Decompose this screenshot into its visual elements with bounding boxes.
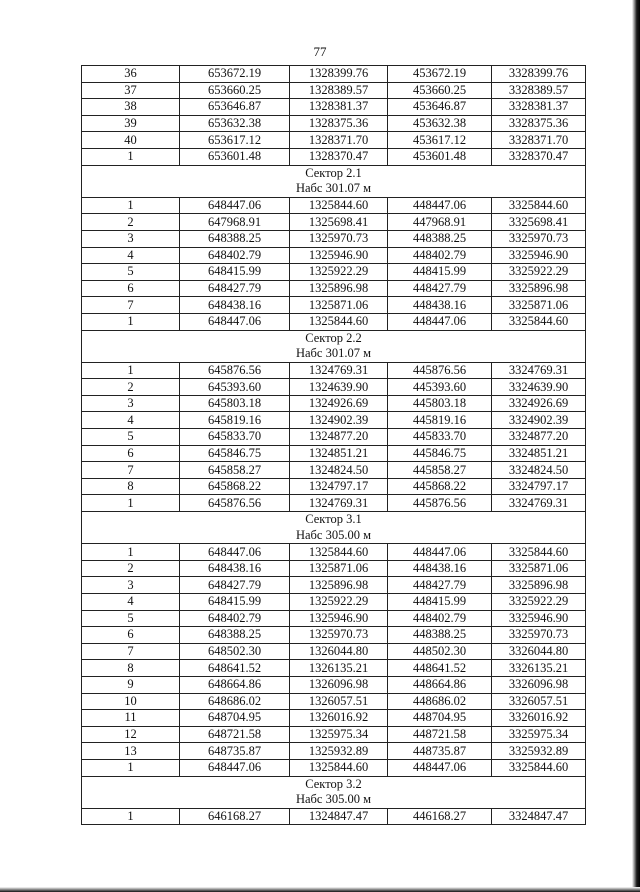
cell-x2: 445819.16 — [388, 412, 492, 429]
table-row — [82, 395, 586, 412]
cell-point-number: 3 — [82, 230, 180, 247]
cell-y2: 3325946.90 — [492, 247, 586, 264]
cell-x1: 653601.48 — [180, 148, 290, 165]
table-row — [82, 495, 586, 512]
cell-point-number: 37 — [82, 82, 180, 99]
table-row — [82, 560, 586, 577]
cell-x2: 448721.58 — [388, 726, 492, 743]
cell-y2: 3328371.70 — [492, 132, 586, 149]
cell-y1: 1324639.90 — [290, 379, 388, 396]
cell-x1: 645876.56 — [180, 495, 290, 512]
cell-y2: 3326016.92 — [492, 710, 586, 727]
cell-x1: 648402.79 — [180, 610, 290, 627]
cell-y2: 3328370.47 — [492, 148, 586, 165]
cell-y2: 3325922.29 — [492, 264, 586, 281]
cell-y1: 1324769.31 — [290, 362, 388, 379]
cell-x1: 648502.30 — [180, 643, 290, 660]
cell-y2: 3324769.31 — [492, 495, 586, 512]
cell-y2: 3325871.06 — [492, 560, 586, 577]
cell-y1: 1325844.60 — [290, 313, 388, 330]
cell-y2: 3325932.89 — [492, 743, 586, 760]
cell-x2: 445393.60 — [388, 379, 492, 396]
cell-x1: 648438.16 — [180, 560, 290, 577]
cell-x2: 445858.27 — [388, 462, 492, 479]
cell-x2: 453632.38 — [388, 115, 492, 132]
cell-x2: 448447.06 — [388, 759, 492, 776]
cell-x1: 645393.60 — [180, 379, 290, 396]
table-row — [82, 660, 586, 677]
cell-x2: 448427.79 — [388, 280, 492, 297]
table-row — [82, 264, 586, 281]
cell-x1: 645858.27 — [180, 462, 290, 479]
cell-y2: 3326057.51 — [492, 693, 586, 710]
cell-y1: 1324902.39 — [290, 412, 388, 429]
cell-x1: 645876.56 — [180, 362, 290, 379]
cell-point-number: 7 — [82, 297, 180, 314]
cell-y2: 3326135.21 — [492, 660, 586, 677]
cell-point-number: 5 — [82, 264, 180, 281]
cell-point-number: 1 — [82, 148, 180, 165]
cell-y2: 3325896.98 — [492, 280, 586, 297]
cell-y1: 1328399.76 — [290, 66, 388, 83]
cell-x2: 448438.16 — [388, 297, 492, 314]
cell-x1: 648447.06 — [180, 197, 290, 214]
table-row — [82, 643, 586, 660]
table-row — [82, 148, 586, 165]
cell-y1: 1325932.89 — [290, 743, 388, 760]
cell-y2: 3325844.60 — [492, 759, 586, 776]
table-row — [82, 743, 586, 760]
cell-y2: 3326096.98 — [492, 676, 586, 693]
cell-x1: 653672.19 — [180, 66, 290, 83]
cell-x2: 448415.99 — [388, 264, 492, 281]
cell-x2: 453601.48 — [388, 148, 492, 165]
cell-y1: 1325844.60 — [290, 197, 388, 214]
cell-y1: 1328371.70 — [290, 132, 388, 149]
cell-point-number: 40 — [82, 132, 180, 149]
cell-x1: 648415.99 — [180, 264, 290, 281]
cell-y1: 1326096.98 — [290, 676, 388, 693]
table-row — [82, 462, 586, 479]
cell-x2: 453672.19 — [388, 66, 492, 83]
cell-y2: 3325844.60 — [492, 197, 586, 214]
table-row — [82, 759, 586, 776]
cell-point-number: 1 — [82, 759, 180, 776]
table-row — [82, 577, 586, 594]
cell-y2: 3324851.21 — [492, 445, 586, 462]
table-row — [82, 726, 586, 743]
table-row — [82, 82, 586, 99]
cell-y2: 3325922.29 — [492, 594, 586, 611]
table-row — [82, 693, 586, 710]
sector-title-row — [82, 330, 586, 346]
cell-y1: 1325922.29 — [290, 594, 388, 611]
table-row — [82, 445, 586, 462]
cell-point-number: 4 — [82, 594, 180, 611]
cell-x1: 653660.25 — [180, 82, 290, 99]
cell-point-number: 1 — [82, 495, 180, 512]
cell-x2: 448664.86 — [388, 676, 492, 693]
table-row — [82, 313, 586, 330]
cell-y1: 1325844.60 — [290, 759, 388, 776]
sector-habs: Набс 301.07 м — [82, 346, 586, 362]
cell-x1: 653646.87 — [180, 99, 290, 116]
table-row — [82, 297, 586, 314]
cell-y1: 1325871.06 — [290, 297, 388, 314]
cell-point-number: 1 — [82, 808, 180, 825]
cell-point-number: 36 — [82, 66, 180, 83]
sector-habs-row — [82, 792, 586, 808]
cell-x1: 645833.70 — [180, 429, 290, 446]
table-row — [82, 230, 586, 247]
cell-y2: 3324847.47 — [492, 808, 586, 825]
table-row — [82, 594, 586, 611]
cell-y2: 3324926.69 — [492, 395, 586, 412]
cell-y1: 1324926.69 — [290, 395, 388, 412]
cell-y2: 3324902.39 — [492, 412, 586, 429]
sector-title: Сектор 3.1 — [82, 512, 586, 528]
cell-x1: 648427.79 — [180, 280, 290, 297]
cell-x1: 645868.22 — [180, 478, 290, 495]
table-row — [82, 362, 586, 379]
cell-y1: 1325922.29 — [290, 264, 388, 281]
cell-x1: 646168.27 — [180, 808, 290, 825]
cell-y1: 1324824.50 — [290, 462, 388, 479]
cell-point-number: 1 — [82, 362, 180, 379]
cell-x2: 448686.02 — [388, 693, 492, 710]
cell-y2: 3325946.90 — [492, 610, 586, 627]
cell-x1: 648664.86 — [180, 676, 290, 693]
cell-point-number: 11 — [82, 710, 180, 727]
coordinates-table-body — [82, 66, 586, 825]
cell-x1: 648721.58 — [180, 726, 290, 743]
cell-y2: 3325698.41 — [492, 214, 586, 231]
cell-x2: 445868.22 — [388, 478, 492, 495]
cell-y1: 1325844.60 — [290, 544, 388, 561]
cell-x1: 645819.16 — [180, 412, 290, 429]
cell-x2: 448447.06 — [388, 544, 492, 561]
table-row — [82, 379, 586, 396]
cell-y1: 1325896.98 — [290, 577, 388, 594]
table-row — [82, 99, 586, 116]
cell-x2: 448402.79 — [388, 247, 492, 264]
sector-habs: Набс 305.00 м — [82, 528, 586, 544]
cell-y1: 1328375.36 — [290, 115, 388, 132]
cell-y2: 3324824.50 — [492, 462, 586, 479]
cell-y1: 1326057.51 — [290, 693, 388, 710]
cell-point-number: 39 — [82, 115, 180, 132]
table-row — [82, 247, 586, 264]
cell-x2: 448447.06 — [388, 313, 492, 330]
cell-point-number: 8 — [82, 660, 180, 677]
cell-point-number: 4 — [82, 412, 180, 429]
cell-x2: 448438.16 — [388, 560, 492, 577]
sector-title-row — [82, 776, 586, 792]
cell-y2: 3325896.98 — [492, 577, 586, 594]
cell-point-number: 3 — [82, 577, 180, 594]
cell-point-number: 1 — [82, 544, 180, 561]
cell-y2: 3325844.60 — [492, 313, 586, 330]
sector-title-row — [82, 512, 586, 528]
cell-x2: 453660.25 — [388, 82, 492, 99]
cell-x1: 648735.87 — [180, 743, 290, 760]
cell-y2: 3324769.31 — [492, 362, 586, 379]
cell-point-number: 1 — [82, 313, 180, 330]
cell-x2: 448402.79 — [388, 610, 492, 627]
table-row — [82, 132, 586, 149]
cell-y1: 1325970.73 — [290, 230, 388, 247]
cell-point-number: 7 — [82, 643, 180, 660]
cell-point-number: 6 — [82, 280, 180, 297]
cell-x2: 448735.87 — [388, 743, 492, 760]
table-row — [82, 280, 586, 297]
cell-y1: 1325975.34 — [290, 726, 388, 743]
sector-habs: Набс 305.00 м — [82, 792, 586, 808]
cell-x1: 647968.91 — [180, 214, 290, 231]
cell-y1: 1324851.21 — [290, 445, 388, 462]
cell-x1: 648704.95 — [180, 710, 290, 727]
cell-x1: 648641.52 — [180, 660, 290, 677]
cell-y2: 3328399.76 — [492, 66, 586, 83]
cell-x1: 648427.79 — [180, 577, 290, 594]
cell-point-number: 8 — [82, 478, 180, 495]
cell-y1: 1325970.73 — [290, 627, 388, 644]
cell-x2: 448704.95 — [388, 710, 492, 727]
cell-point-number: 7 — [82, 462, 180, 479]
cell-point-number: 5 — [82, 610, 180, 627]
cell-y1: 1324877.20 — [290, 429, 388, 446]
cell-x2: 445846.75 — [388, 445, 492, 462]
cell-y1: 1326135.21 — [290, 660, 388, 677]
cell-y2: 3328389.57 — [492, 82, 586, 99]
cell-x2: 448502.30 — [388, 643, 492, 660]
cell-x2: 448388.25 — [388, 230, 492, 247]
cell-y1: 1325698.41 — [290, 214, 388, 231]
cell-x1: 648415.99 — [180, 594, 290, 611]
cell-y1: 1326016.92 — [290, 710, 388, 727]
cell-y1: 1328389.57 — [290, 82, 388, 99]
cell-y2: 3324877.20 — [492, 429, 586, 446]
cell-point-number: 6 — [82, 627, 180, 644]
cell-y1: 1328381.37 — [290, 99, 388, 116]
sector-habs-row — [82, 528, 586, 544]
cell-y1: 1324797.17 — [290, 478, 388, 495]
cell-y2: 3328375.36 — [492, 115, 586, 132]
cell-point-number: 1 — [82, 197, 180, 214]
cell-point-number: 2 — [82, 379, 180, 396]
cell-y2: 3325970.73 — [492, 627, 586, 644]
cell-y1: 1324847.47 — [290, 808, 388, 825]
table-row — [82, 808, 586, 825]
cell-x2: 445833.70 — [388, 429, 492, 446]
cell-x2: 448447.06 — [388, 197, 492, 214]
table-row — [82, 676, 586, 693]
sector-title-row — [82, 165, 586, 181]
sector-title: Сектор 3.2 — [82, 776, 586, 792]
cell-x1: 648447.06 — [180, 544, 290, 561]
cell-x1: 648388.25 — [180, 230, 290, 247]
cell-y2: 3326044.80 — [492, 643, 586, 660]
cell-x1: 653632.38 — [180, 115, 290, 132]
cell-x1: 648388.25 — [180, 627, 290, 644]
sector-habs-row — [82, 346, 586, 362]
cell-y2: 3325844.60 — [492, 544, 586, 561]
table-row — [82, 478, 586, 495]
cell-x1: 648402.79 — [180, 247, 290, 264]
cell-x2: 453617.12 — [388, 132, 492, 149]
cell-point-number: 12 — [82, 726, 180, 743]
cell-point-number: 3 — [82, 395, 180, 412]
table-row — [82, 214, 586, 231]
cell-y2: 3324797.17 — [492, 478, 586, 495]
cell-point-number: 38 — [82, 99, 180, 116]
table-row — [82, 544, 586, 561]
cell-y2: 3325871.06 — [492, 297, 586, 314]
cell-x2: 448641.52 — [388, 660, 492, 677]
cell-y2: 3325975.34 — [492, 726, 586, 743]
table-row — [82, 429, 586, 446]
cell-y1: 1325946.90 — [290, 247, 388, 264]
table-row — [82, 610, 586, 627]
cell-point-number: 2 — [82, 560, 180, 577]
cell-x2: 448427.79 — [388, 577, 492, 594]
cell-x2: 453646.87 — [388, 99, 492, 116]
cell-y1: 1325946.90 — [290, 610, 388, 627]
cell-point-number: 9 — [82, 676, 180, 693]
scan-edge-bottom — [0, 887, 640, 892]
cell-point-number: 6 — [82, 445, 180, 462]
sector-habs: Набс 301.07 м — [82, 181, 586, 197]
cell-y2: 3324639.90 — [492, 379, 586, 396]
cell-y1: 1324769.31 — [290, 495, 388, 512]
table-row — [82, 197, 586, 214]
cell-point-number: 2 — [82, 214, 180, 231]
cell-x1: 648447.06 — [180, 313, 290, 330]
cell-x2: 445876.56 — [388, 495, 492, 512]
cell-x1: 648438.16 — [180, 297, 290, 314]
sector-title: Сектор 2.2 — [82, 330, 586, 346]
cell-point-number: 5 — [82, 429, 180, 446]
table-row — [82, 710, 586, 727]
cell-y1: 1325871.06 — [290, 560, 388, 577]
page-number: 77 — [313, 44, 327, 59]
cell-x1: 645846.75 — [180, 445, 290, 462]
cell-y1: 1326044.80 — [290, 643, 388, 660]
cell-x1: 648686.02 — [180, 693, 290, 710]
cell-y1: 1328370.47 — [290, 148, 388, 165]
sector-habs-row — [82, 181, 586, 197]
cell-y2: 3328381.37 — [492, 99, 586, 116]
cell-x1: 653617.12 — [180, 132, 290, 149]
cell-y2: 3325970.73 — [492, 230, 586, 247]
cell-point-number: 4 — [82, 247, 180, 264]
coordinates-table — [81, 65, 586, 825]
cell-y1: 1325896.98 — [290, 280, 388, 297]
cell-x2: 448415.99 — [388, 594, 492, 611]
cell-x2: 445803.18 — [388, 395, 492, 412]
cell-x2: 445876.56 — [388, 362, 492, 379]
cell-point-number: 10 — [82, 693, 180, 710]
table-row — [82, 115, 586, 132]
cell-x1: 648447.06 — [180, 759, 290, 776]
cell-x2: 448388.25 — [388, 627, 492, 644]
cell-x2: 446168.27 — [388, 808, 492, 825]
sector-title: Сектор 2.1 — [82, 165, 586, 181]
scan-edge-right — [632, 0, 640, 892]
cell-x1: 645803.18 — [180, 395, 290, 412]
table-row — [82, 412, 586, 429]
cell-point-number: 13 — [82, 743, 180, 760]
table-row — [82, 66, 586, 83]
cell-x2: 447968.91 — [388, 214, 492, 231]
table-row — [82, 627, 586, 644]
